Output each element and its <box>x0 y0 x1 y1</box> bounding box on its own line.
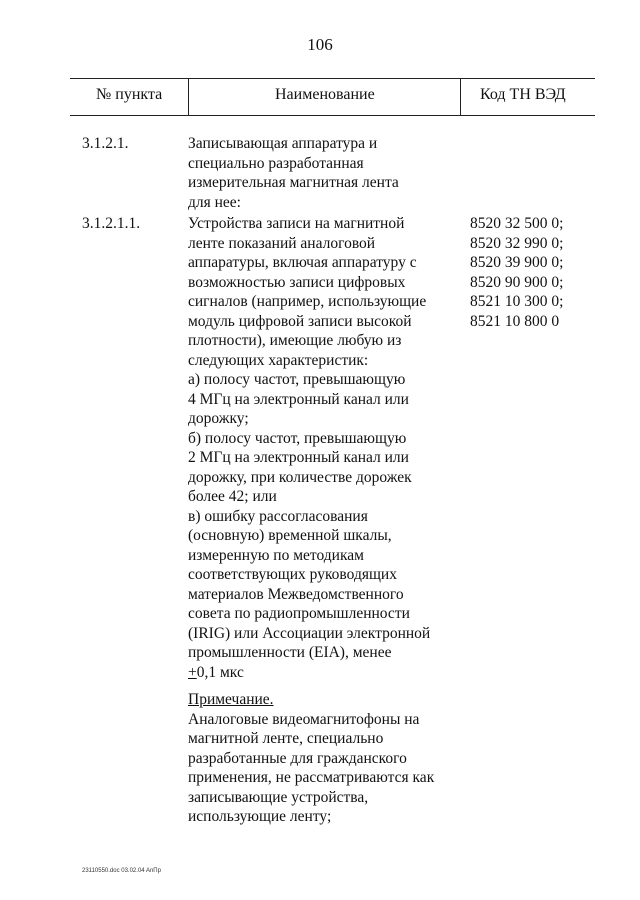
tnved-code: 8520 32 500 0; <box>470 215 564 232</box>
text-line: измеренную по методикам <box>188 546 364 564</box>
header-bottom-rule <box>70 115 595 116</box>
text-line: промышленности (EIA), менее <box>188 644 392 661</box>
page-number: 106 <box>307 35 333 54</box>
text-line: дорожку; <box>188 410 249 427</box>
text-line: дорожку, при количестве дорожек <box>188 468 412 486</box>
text-line: 2 МГц на электронный канал или <box>188 449 409 466</box>
text-line: совета по радиопромышленности <box>188 605 410 622</box>
tnved-code: 8520 39 900 0; <box>470 254 564 271</box>
text-line: для нее: <box>188 193 241 211</box>
text-line: 4 МГц на электронный канал или <box>188 390 409 408</box>
note-title: Примечание. <box>188 691 274 708</box>
note-line: Аналоговые видеомагнитофоны на <box>188 710 420 728</box>
header-divider <box>460 78 461 115</box>
text-line: следующих характеристик: <box>188 351 369 369</box>
text-line: материалов Межведомственного <box>188 585 404 603</box>
text-line: соответствующих руководящих <box>188 566 397 583</box>
item-number: 3.1.2.1.1. <box>82 215 141 232</box>
table-header <box>70 78 595 115</box>
header-item-number: № пункта <box>96 86 163 103</box>
note-line: магнитной ленте, специально <box>188 730 384 747</box>
header-name: Наименование <box>275 86 375 103</box>
document-footer: 23110550.doc 03.02.04 AnПр <box>82 868 161 874</box>
note-line: использующие ленту; <box>188 808 332 825</box>
text-line: ленте показаний аналоговой <box>188 234 376 252</box>
text-line: специально разработанная <box>188 154 364 172</box>
text-line: более 42; или <box>188 488 277 505</box>
tnved-codes <box>470 214 563 331</box>
item-number: 3.1.2.1. <box>82 135 129 152</box>
tnved-code: 8521 10 800 0 <box>470 312 560 330</box>
header-divider <box>188 78 189 115</box>
header-top-rule <box>70 78 595 79</box>
text-line: а) полосу частот, превышающую <box>188 371 406 388</box>
note-line: применения, не рассматриваются как <box>188 769 435 786</box>
text-line: плотности), имеющие любую из <box>188 332 402 349</box>
text-line: сигналов (например, использующие <box>188 293 427 310</box>
text-line: б) полосу частот, превышающую <box>188 429 407 447</box>
text-line: Записывающая аппаратура и <box>188 135 378 152</box>
text-line: Устройства записи на магнитной <box>188 215 405 232</box>
spacer <box>188 682 468 690</box>
note-line: разработанные для гражданского <box>188 749 407 767</box>
plus-minus-sign: + <box>188 663 197 681</box>
text-line: возможностью записи цифровых <box>188 273 406 291</box>
header-tnved-code: Код ТН ВЭД <box>480 86 566 103</box>
text-line <box>188 663 468 683</box>
text-line: модуль цифровой записи высокой <box>188 312 412 330</box>
tnved-code: 8520 32 990 0; <box>470 234 564 252</box>
tnved-code: 8520 90 900 0; <box>470 273 564 291</box>
note-line: записывающие устройства, <box>188 788 369 806</box>
text-line: измерительная магнитная лента <box>188 174 399 191</box>
text-line: аппаратуры, включая аппаратуру с <box>188 254 417 271</box>
item-name <box>188 214 468 827</box>
item-name <box>188 134 468 212</box>
text-line: (IRIG) или Ассоциации электронной <box>188 624 431 642</box>
text-line: в) ошибку рассогласования <box>188 507 368 525</box>
tolerance-value: 0,1 мкс <box>196 663 244 681</box>
text-line: (основную) временной шкалы, <box>188 527 392 544</box>
tnved-code: 8521 10 300 0; <box>470 293 564 310</box>
